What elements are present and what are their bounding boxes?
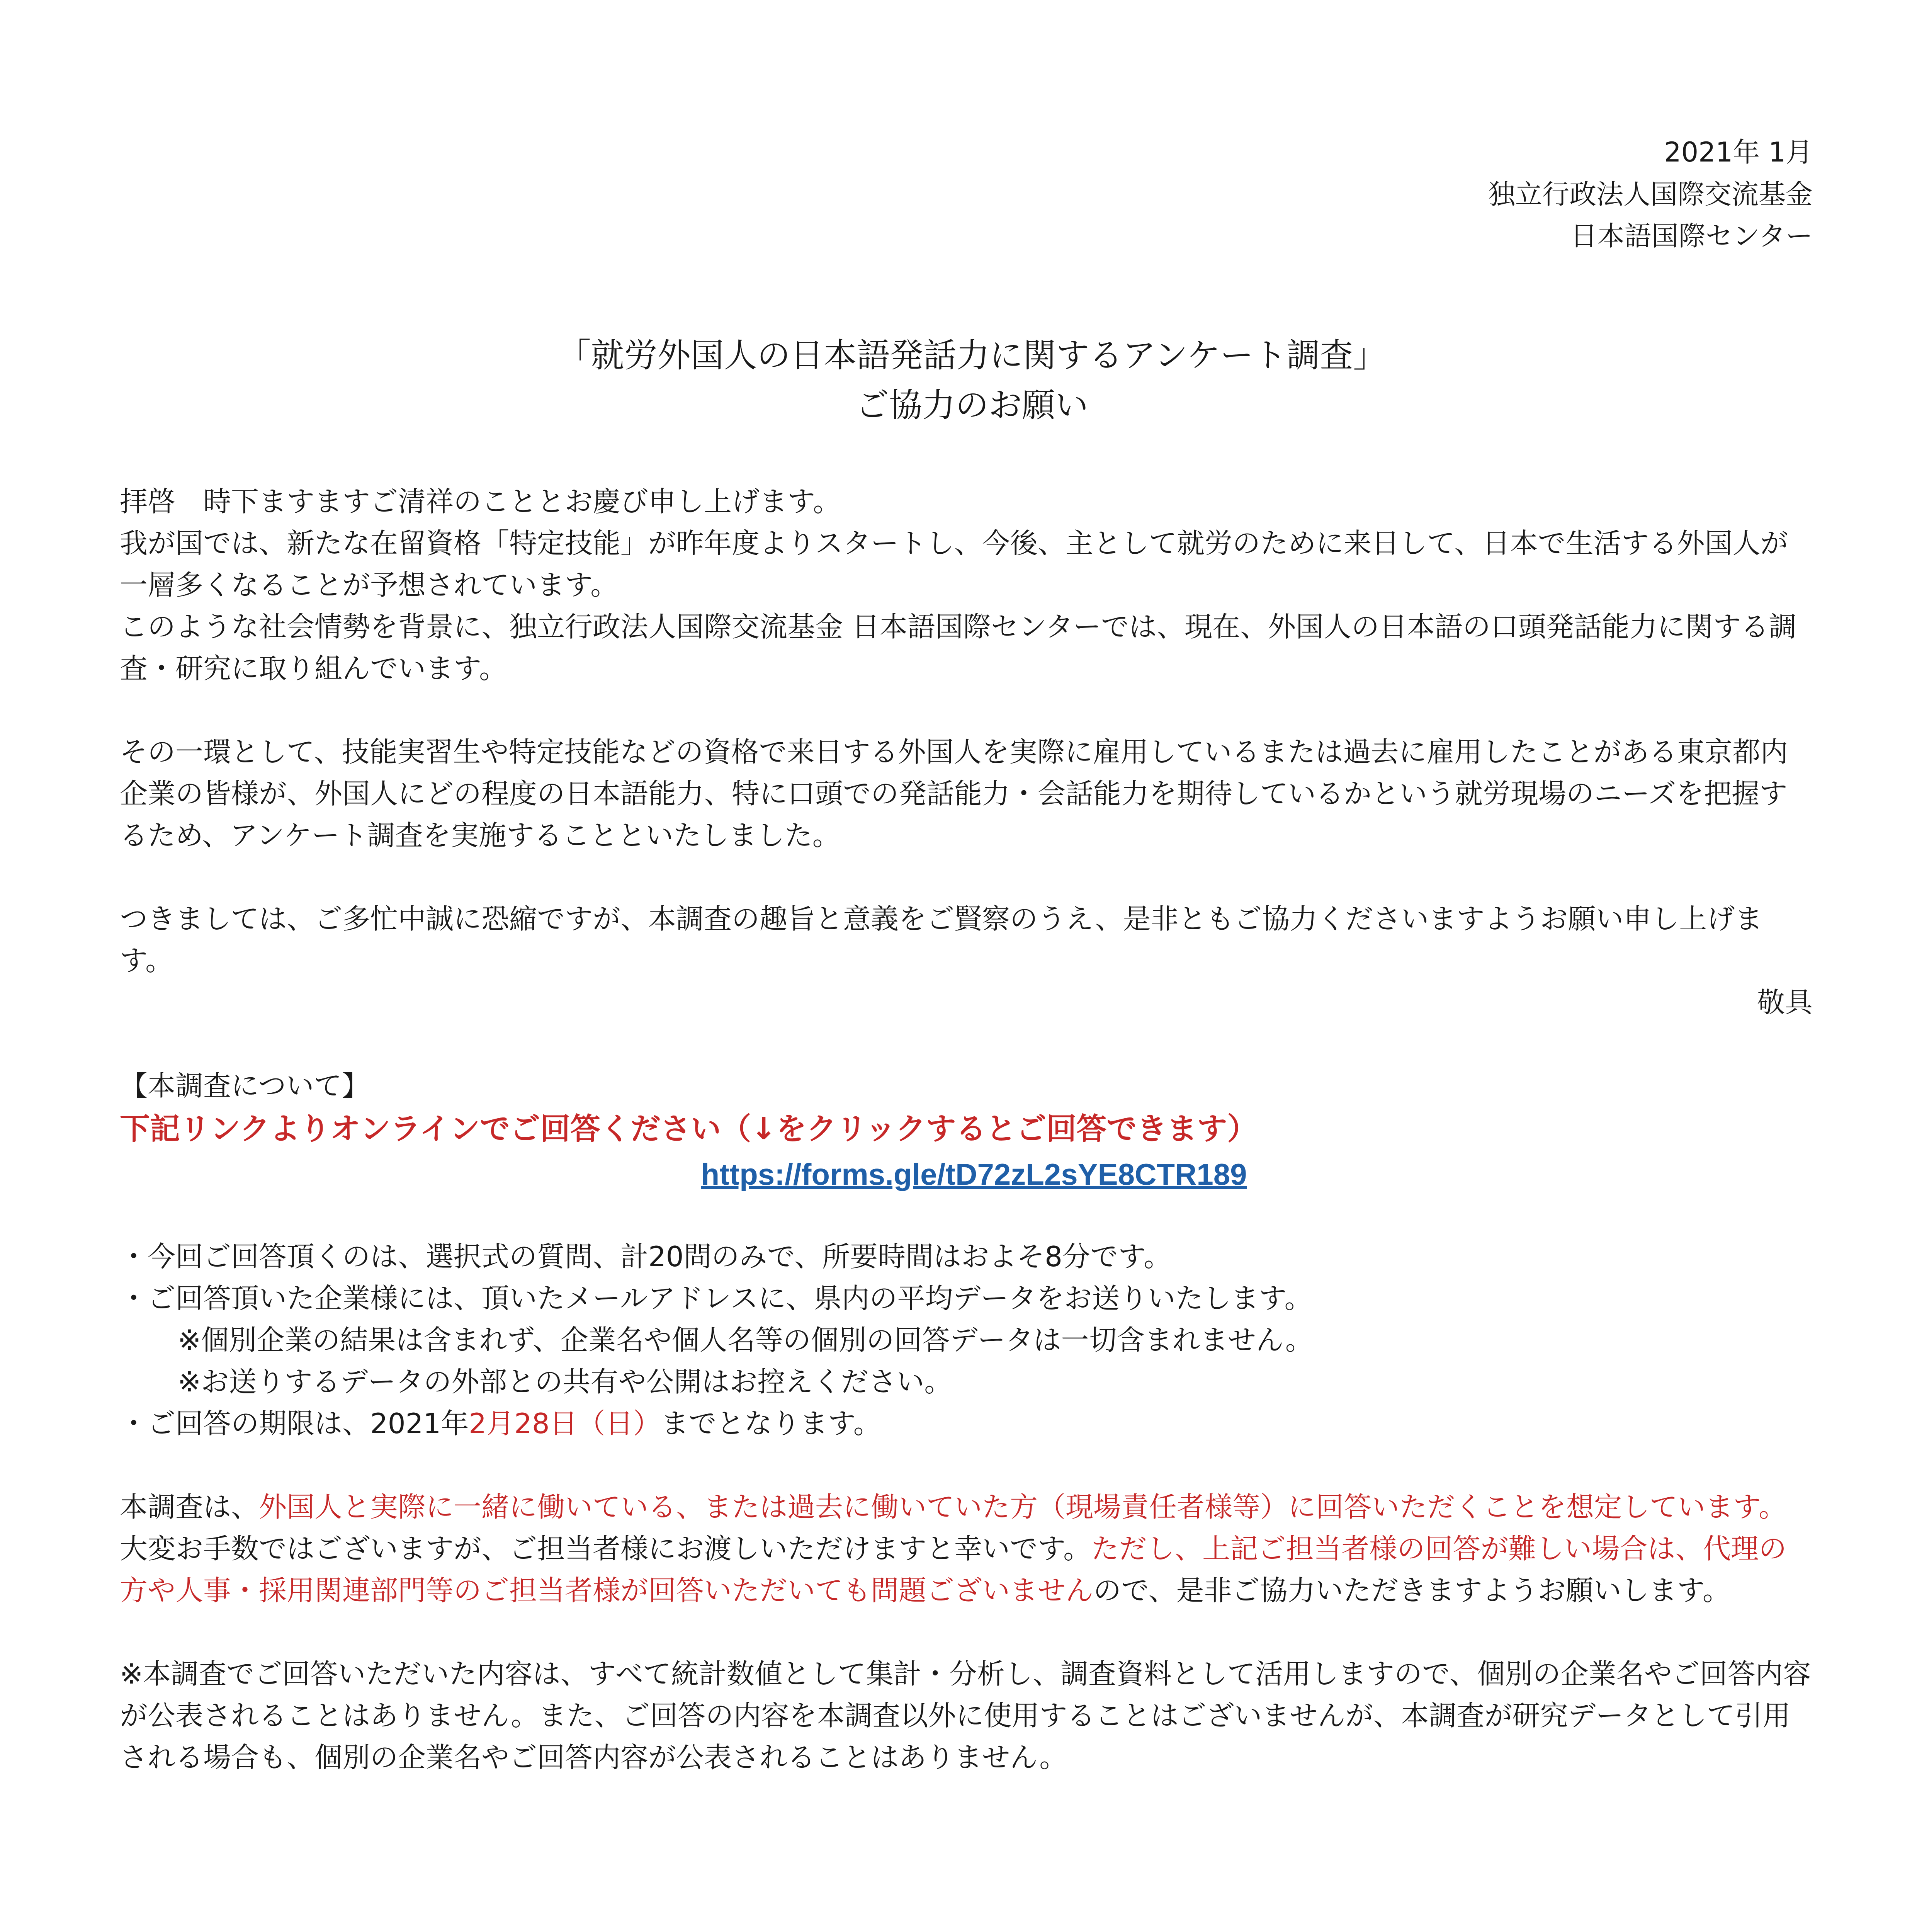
target-middle: 大変お手数ではございますが、ご担当者様にお渡しいただけますと幸いです。 — [120, 1532, 1091, 1565]
target-respondent-paragraph — [120, 1486, 1813, 1611]
closing-word: 敬具 — [1757, 986, 1813, 1019]
deadline-prefix: ・ご回答の期限は、2021年 — [120, 1407, 469, 1440]
target-highlight-2: ただし、上記ご担当者様の回答が難しい場合は、代理の方や人事・採用関連部門等のご担当者様が回答いただいても問題ございません — [120, 1532, 1787, 1607]
deadline-suffix: までとなります。 — [661, 1407, 881, 1440]
title-line-2: ご協力のお願い — [856, 386, 1088, 425]
spacer — [120, 1611, 1813, 1653]
letter-header — [120, 131, 1813, 257]
detail-question-count: ・今回ご回答頂くのは、選択式の質問、計20問のみで、所要時間はおよそ8分です。 — [120, 1240, 1172, 1273]
detail-average-data: ・ご回答頂いた企業様には、頂いたメールアドレスに、県内の平均データをお送りいたします。 — [120, 1282, 1312, 1315]
spacer — [120, 1444, 1813, 1486]
detail-note-sharing: ※お送りするデータの外部との共有や公開はお控えください。 — [178, 1365, 952, 1398]
survey-instruction: 下記リンクよりオンラインでご回答ください（↓をクリックするとご回答できます） — [120, 1111, 1258, 1146]
intro-paragraph-2: その一環として、技能実習生や特定技能などの資格で来日する外国人を実際に雇用しているまたは過去に雇用したことがある東京都内企業の皆様が、外国人にどの程度の日本語能力、特に口頭での発話能力・会話能力を期待しているかという就労現場のニーズを把握するため、アンケート調査を実施することといたしました。 — [120, 735, 1788, 852]
intro-paragraph-3: つきましては、ご多忙中誠に恐縮ですが、本調査の趣旨と意義をご賢察のうえ、是非ともご協力くださいますようお願い申し上げます。 — [120, 902, 1763, 977]
survey-section — [120, 1065, 1813, 1197]
spacer — [120, 856, 1813, 898]
survey-form-link[interactable]: https://forms.gle/tD72zL2sYE8CTR189 — [701, 1157, 1247, 1191]
survey-link-line — [120, 1152, 1813, 1197]
issuer-center: 日本語国際センター — [1570, 220, 1813, 252]
privacy-notice: ※本調査でご回答いただいた内容は、すべて統計数値として集計・分析し、調査資料として活用しますので、個別の企業名やご回答内容が公表されることはありません。また、ご回答の内容を本調査以外に使用することはございませんが、本調査が研究データとして引用される場合も、個別の企業名やご回答内容が公表されることはありません。 — [120, 1657, 1811, 1774]
deadline-date: 2月28日（日） — [469, 1407, 661, 1440]
target-suffix: ので、是非ご協力いただきますようお願いします。 — [1093, 1574, 1730, 1607]
target-highlight-1: 外国人と実際に一緒に働いている、または過去に働いていた方（現場責任者様等）に回答いただくことを想定しています。 — [259, 1490, 1787, 1523]
letter-title — [120, 331, 1813, 430]
survey-heading: 【本調査について】 — [120, 1069, 370, 1102]
spacer — [120, 689, 1813, 731]
intro-paragraph-1: 拝啓 時下ますますご清祥のこととお慶び申し上げます。 我が国では、新たな在留資格「特定技能」が昨年度よりスタートし、今後、主として就労のために来日して、日本で生活する外国人が一層多くなることが予想されています。 このような社会情勢を背景に、独立行政法人国際交流基金 日本語国際センターでは、現在、外国人の日本語の口頭発話能力に関する調査・研究に取り組んでいます。 — [120, 485, 1797, 685]
target-prefix: 本調査は、 — [120, 1490, 259, 1523]
survey-details — [120, 1236, 1813, 1444]
title-line-1: 「就労外国人の日本語発話力に関するアンケート調査」 — [557, 336, 1387, 375]
issuer-organization: 独立行政法人国際交流基金 — [1488, 178, 1813, 210]
issue-date: 2021年 1月 — [1664, 136, 1813, 168]
detail-note-individual: ※個別企業の結果は含まれず、企業名や個人名等の個別の回答データは一切含まれません。 — [178, 1323, 1313, 1356]
detail-deadline — [120, 1403, 1813, 1444]
